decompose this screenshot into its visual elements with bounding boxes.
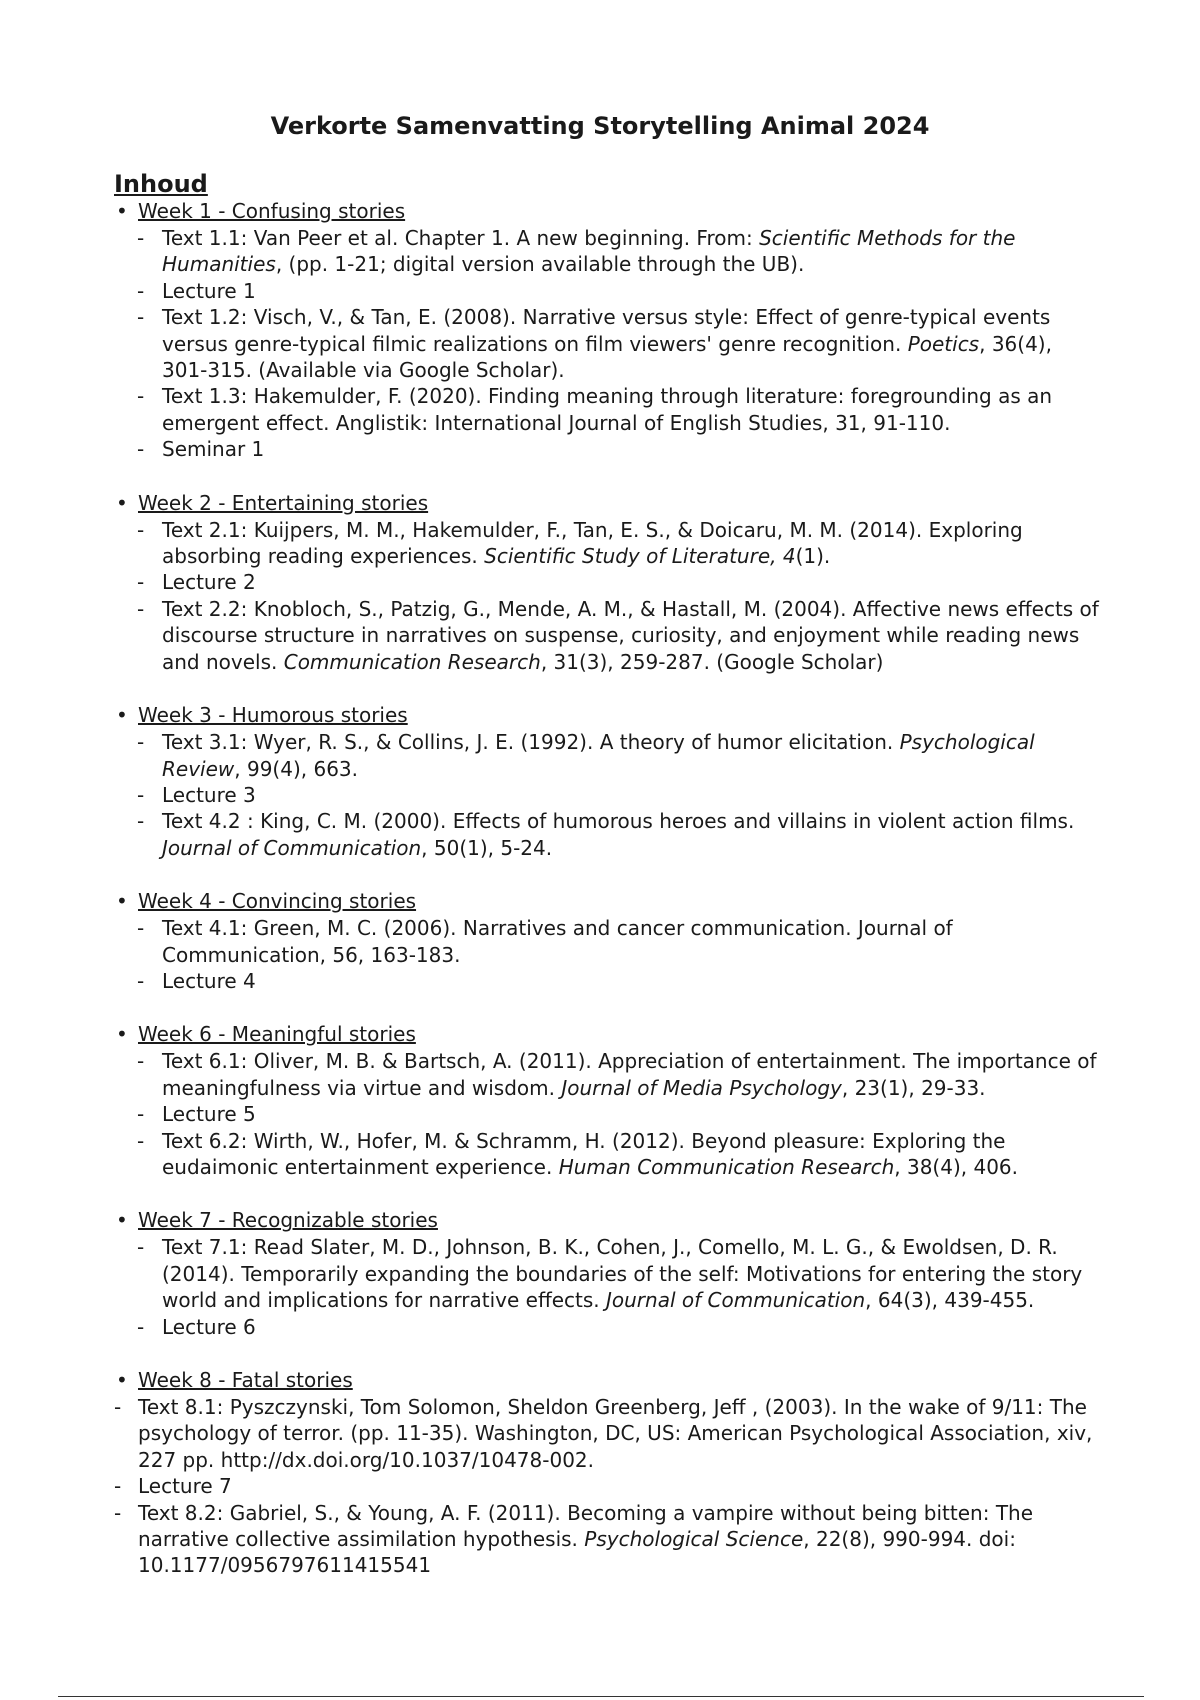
item-text: Lecture 2 — [162, 570, 256, 595]
item-text: Text 4.2 : King, C. M. (2000). Effects of humorous heroes and villains in violent action films. — [162, 809, 1075, 834]
week-title: Week 7 - Recognizable stories — [138, 1208, 438, 1233]
dash-icon: - — [137, 968, 145, 993]
dash-icon: - — [137, 1235, 145, 1260]
item-text-tail: , 64(3), 439-455. — [865, 1288, 1035, 1313]
item-source-title: Poetics — [907, 331, 980, 356]
list-item — [0, 729, 1200, 782]
item-text: Text 1.2: Visch, V., & Tan, E. (2008). Narrative versus style: Effect of genre-typical events versus genre-typical filmic realizations on film viewers' genre recognition. — [162, 305, 1051, 356]
list-item — [0, 808, 1200, 861]
item-source-title: Journal of Media Psychology — [561, 1075, 842, 1100]
item-text: Text 8.2: Gabriel, S., & Young, A. F. (2011). Becoming a vampire without being bitten: The narrative collective assimilation hypothesis. — [138, 1500, 1034, 1552]
list-item — [0, 1314, 1200, 1340]
week-title: Week 8 - Fatal stories — [138, 1368, 353, 1392]
week-list — [0, 198, 1200, 1606]
toc-heading: Inhoud — [114, 170, 208, 198]
item-text-tail: , 99(4), 663. — [234, 756, 359, 781]
item-text: Lecture 3 — [162, 782, 256, 807]
item-text: Lecture 5 — [162, 1102, 256, 1127]
dash-icon: - — [114, 1474, 122, 1499]
item-text: Text 4.1: Green, M. C. (2006). Narratives and cancer communication. Journal of Communication, 56, 163-183. — [162, 916, 953, 967]
dash-icon: - — [137, 570, 145, 595]
list-item — [0, 968, 1200, 994]
page-title: Verkorte Samenvatting Storytelling Animal 2024 — [270, 112, 930, 140]
week-section — [0, 888, 1200, 994]
list-item — [0, 1500, 1200, 1579]
dash-icon: - — [137, 278, 145, 303]
dash-icon: - — [137, 1314, 145, 1339]
dash-icon: - — [137, 305, 145, 330]
bullet-icon: • — [116, 1208, 128, 1233]
item-source-title: Journal of Communication — [162, 835, 422, 860]
item-text: Seminar 1 — [162, 437, 265, 462]
week-heading — [0, 1367, 1200, 1394]
list-item — [0, 1234, 1200, 1313]
item-text: Lecture 6 — [162, 1314, 256, 1339]
item-text: Text 2.1: Kuijpers, M. M., Hakemulder, F., Tan, E. S., & Doicaru, M. M. (2014). Exploring absorbing reading experiences. — [162, 517, 1023, 569]
dash-icon: - — [137, 782, 145, 807]
week-section — [0, 198, 1200, 463]
item-source-title: Psychological Review — [162, 730, 1035, 781]
dash-icon: - — [137, 1128, 145, 1153]
bullet-icon: • — [116, 490, 128, 515]
item-text-tail: , 22(8), 990-994. doi: 10.1177/0956797611415541 — [138, 1527, 1016, 1578]
week-section — [0, 1207, 1200, 1340]
week-title: Week 3 - Humorous stories — [138, 703, 408, 728]
list-item — [0, 383, 1200, 436]
item-source-title: Scientific Study of Literature, 4 — [484, 544, 796, 569]
bullet-icon: • — [116, 1368, 128, 1392]
item-source-title: Communication Research — [283, 649, 541, 674]
list-item — [0, 569, 1200, 595]
item-text: Text 1.3: Hakemulder, F. (2020). Finding meaning through literature: foregrounding as an emergent effect. Anglistik: International Journal of English Studies, 31, 91-110. — [162, 384, 1053, 435]
item-source-title: Psychological Science — [584, 1527, 804, 1552]
item-text: Text 8.1: Pyszczynski, Tom Solomon, Sheldon Greenberg, Jeff , (2003). In the wake of 9/11: The psychology of terror. (pp. 11-35). Washington, DC, US: American Psychological Association, xiv, 227 pp. http://dx.doi.org/10.1037/10478-002. — [138, 1395, 1093, 1472]
bullet-icon: • — [116, 703, 128, 728]
list-item — [0, 596, 1200, 675]
item-text-tail: , (pp. 1-21; digital version available through the UB). — [275, 252, 805, 277]
list-item — [0, 304, 1200, 383]
list-item — [0, 782, 1200, 808]
item-source-title: Human Communication Research — [558, 1154, 895, 1179]
week-section — [0, 490, 1200, 675]
week-heading — [0, 198, 1200, 225]
dash-icon: - — [137, 596, 145, 621]
dash-icon: - — [137, 1102, 145, 1127]
dash-icon: - — [137, 384, 145, 409]
list-item — [0, 915, 1200, 968]
item-text-tail: , 50(1), 5-24. — [421, 835, 553, 860]
list-item — [0, 436, 1200, 462]
week-title: Week 2 - Entertaining stories — [138, 490, 429, 515]
list-item — [0, 225, 1200, 278]
list-item — [0, 1473, 1200, 1499]
item-text: Lecture 7 — [138, 1474, 232, 1499]
week-section — [0, 702, 1200, 861]
item-text: Text 3.1: Wyer, R. S., & Collins, J. E. (1992). A theory of humor elicitation. — [162, 730, 900, 755]
item-text: Text 6.2: Wirth, W., Hofer, M. & Schramm, H. (2012). Beyond pleasure: Exploring the eudaimonic entertainment experience. — [162, 1128, 1006, 1179]
item-text: Text 7.1: Read Slater, M. D., Johnson, B. K., Cohen, J., Comello, M. L. G., & Ewoldsen, D. R. (2014). Temporarily expanding the boundaries of the self: Motivations for entering the story world and implications for narrative effects. — [162, 1235, 1083, 1313]
dash-icon: - — [137, 916, 145, 941]
list-item — [0, 278, 1200, 304]
item-text: Text 6.1: Oliver, M. B. & Bartsch, A. (2011). Appreciation of entertainment. The importance of meaningfulness via virtue and wisdom. — [162, 1049, 1097, 1100]
list-item — [0, 1101, 1200, 1127]
item-text: Lecture 1 — [162, 278, 256, 303]
week-section — [0, 1021, 1200, 1180]
item-text-tail: (1). — [795, 544, 831, 569]
item-text-tail: , 38(4), 406. — [894, 1154, 1019, 1179]
week-heading — [0, 1021, 1200, 1048]
list-item — [0, 1394, 1200, 1473]
week-heading — [0, 490, 1200, 517]
item-source-title: Scientific Methods for the Humanities — [162, 226, 1016, 277]
dash-icon: - — [137, 1049, 145, 1074]
dash-icon: - — [114, 1395, 122, 1419]
item-text: Text 2.2: Knobloch, S., Patzig, G., Mende, A. M., & Hastall, M. (2004). Affective news effects of discourse structure in narratives on suspense, curiosity, and enjoyment while reading news and novels. — [162, 596, 1099, 674]
dash-icon: - — [137, 226, 145, 250]
list-item — [0, 1048, 1200, 1101]
week-section — [0, 1367, 1200, 1579]
week-title: Week 4 - Convincing stories — [138, 889, 417, 914]
footer-rule — [58, 1696, 1144, 1697]
week-heading — [0, 888, 1200, 915]
dash-icon: - — [114, 1500, 122, 1525]
dash-icon: - — [137, 437, 145, 462]
bullet-icon: • — [116, 889, 128, 914]
week-heading — [0, 1207, 1200, 1234]
week-title: Week 6 - Meaningful stories — [138, 1022, 416, 1047]
item-text: Text 1.1: Van Peer et al. Chapter 1. A new beginning. From: — [162, 226, 760, 250]
week-heading — [0, 702, 1200, 729]
item-text-tail: , 31(3), 259-287. (Google Scholar) — [540, 649, 884, 674]
dash-icon: - — [137, 730, 145, 755]
week-title: Week 1 - Confusing stories — [138, 199, 406, 223]
list-item — [0, 517, 1200, 570]
dash-icon: - — [137, 517, 145, 542]
bullet-icon: • — [116, 1022, 128, 1047]
item-source-title: Journal of Communication — [606, 1288, 866, 1313]
item-text-tail: , 23(1), 29-33. — [841, 1075, 986, 1100]
item-text-tail: , 36(4), 301-315. (Available via Google Scholar). — [162, 331, 1052, 383]
dash-icon: - — [137, 809, 145, 834]
item-text: Lecture 4 — [162, 968, 256, 993]
bullet-icon: • — [116, 199, 128, 223]
list-item — [0, 1128, 1200, 1181]
